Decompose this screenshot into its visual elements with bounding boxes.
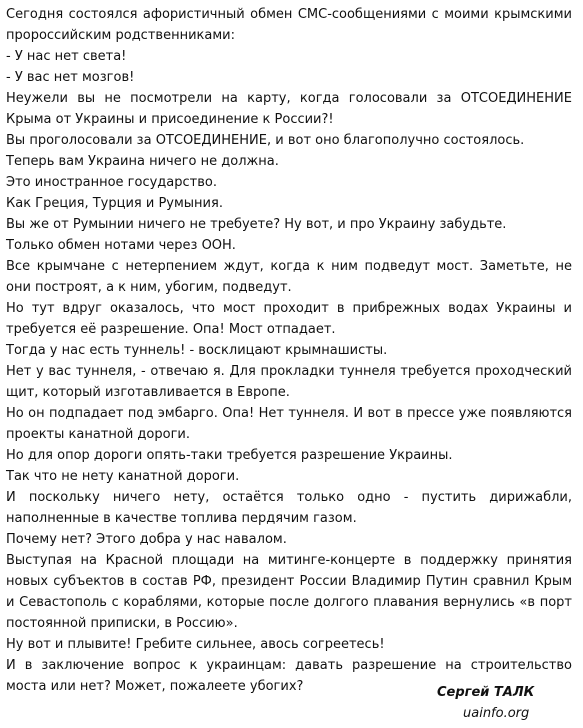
article-body [6,4,572,697]
paragraph: Это иностранное государство. [6,175,217,190]
paragraph: Все крымчане с нетерпением ждут, когда к ним подведут мост. Заметьте, не они построят, а к ним, убогим, подведут. [6,259,572,295]
paragraph-intro: Сегодня состоялся афористичный обмен СМС-сообщениями с моими крымскими пророссийским родственниками: [6,7,572,43]
paragraph: Как Греция, Турция и Румыния. [6,196,223,211]
paragraph-closing: И в заключение вопрос к украинцам: давать разрешение на строительство моста или нет? Может, пожалеете убогих? [6,658,572,694]
paragraph: Но он подпадает под эмбарго. Опа! Нет туннеля. И вот в прессе уже появляются проекты канатной дороги. [6,406,572,442]
paragraph: Но тут вдруг оказалось, что мост проходит в прибрежных водах Украины и требуется её разрешение. Опа! Мост отпадает. [6,301,572,337]
paragraph: Но для опор дороги опять-таки требуется разрешение Украины. [6,448,453,463]
paragraph: Нет у вас туннеля, - отвечаю я. Для прокладки туннеля требуется проходческий щит, который изготавливается в Европе. [6,364,572,400]
paragraph: Выступая на Красной площади на митинге-концерте в поддержку принятия новых субъектов в состав РФ, президент России Владимир Путин сравнил Крым и Севастополь с кораблями, которые после долгого плавания вернулись «в порт постоянной приписки, в Россию». [6,553,572,631]
paragraph: Только обмен нотами через ООН. [6,238,236,253]
source-site: uainfo.org [463,706,530,721]
paragraph: Вы проголосовали за ОТСОЕДИНЕНИЕ, и вот оно благополучно состоялось. [6,133,525,148]
paragraph: Ну вот и плывите! Гребите сильнее, авось согреетесь! [6,637,385,652]
paragraph: И поскольку ничего нету, остаётся только одно - пустить дирижабли, наполненные в качестве топлива пердячим газом. [6,490,572,526]
paragraph: Вы же от Румынии ничего не требуете? Ну вот, и про Украину забудьте. [6,217,507,232]
paragraph: Тогда у нас есть туннель! - восклицают крымнашисты. [6,343,388,358]
paragraph: Неужели вы не посмотрели на карту, когда голосовали за ОТСОЕДИНЕНИЕ Крыма от Украины и присоединение к России?! [6,91,572,127]
paragraph-sms-2: - У вас нет мозгов! [6,70,135,85]
author-signature: Сергей ТАЛК [437,685,535,700]
paragraph: Так что не нету канатной дороги. [6,469,240,484]
paragraph: Почему нет? Этого добра у нас навалом. [6,532,287,547]
paragraph-sms-1: - У нас нет света! [6,49,127,64]
paragraph: Теперь вам Украина ничего не должна. [6,154,279,169]
